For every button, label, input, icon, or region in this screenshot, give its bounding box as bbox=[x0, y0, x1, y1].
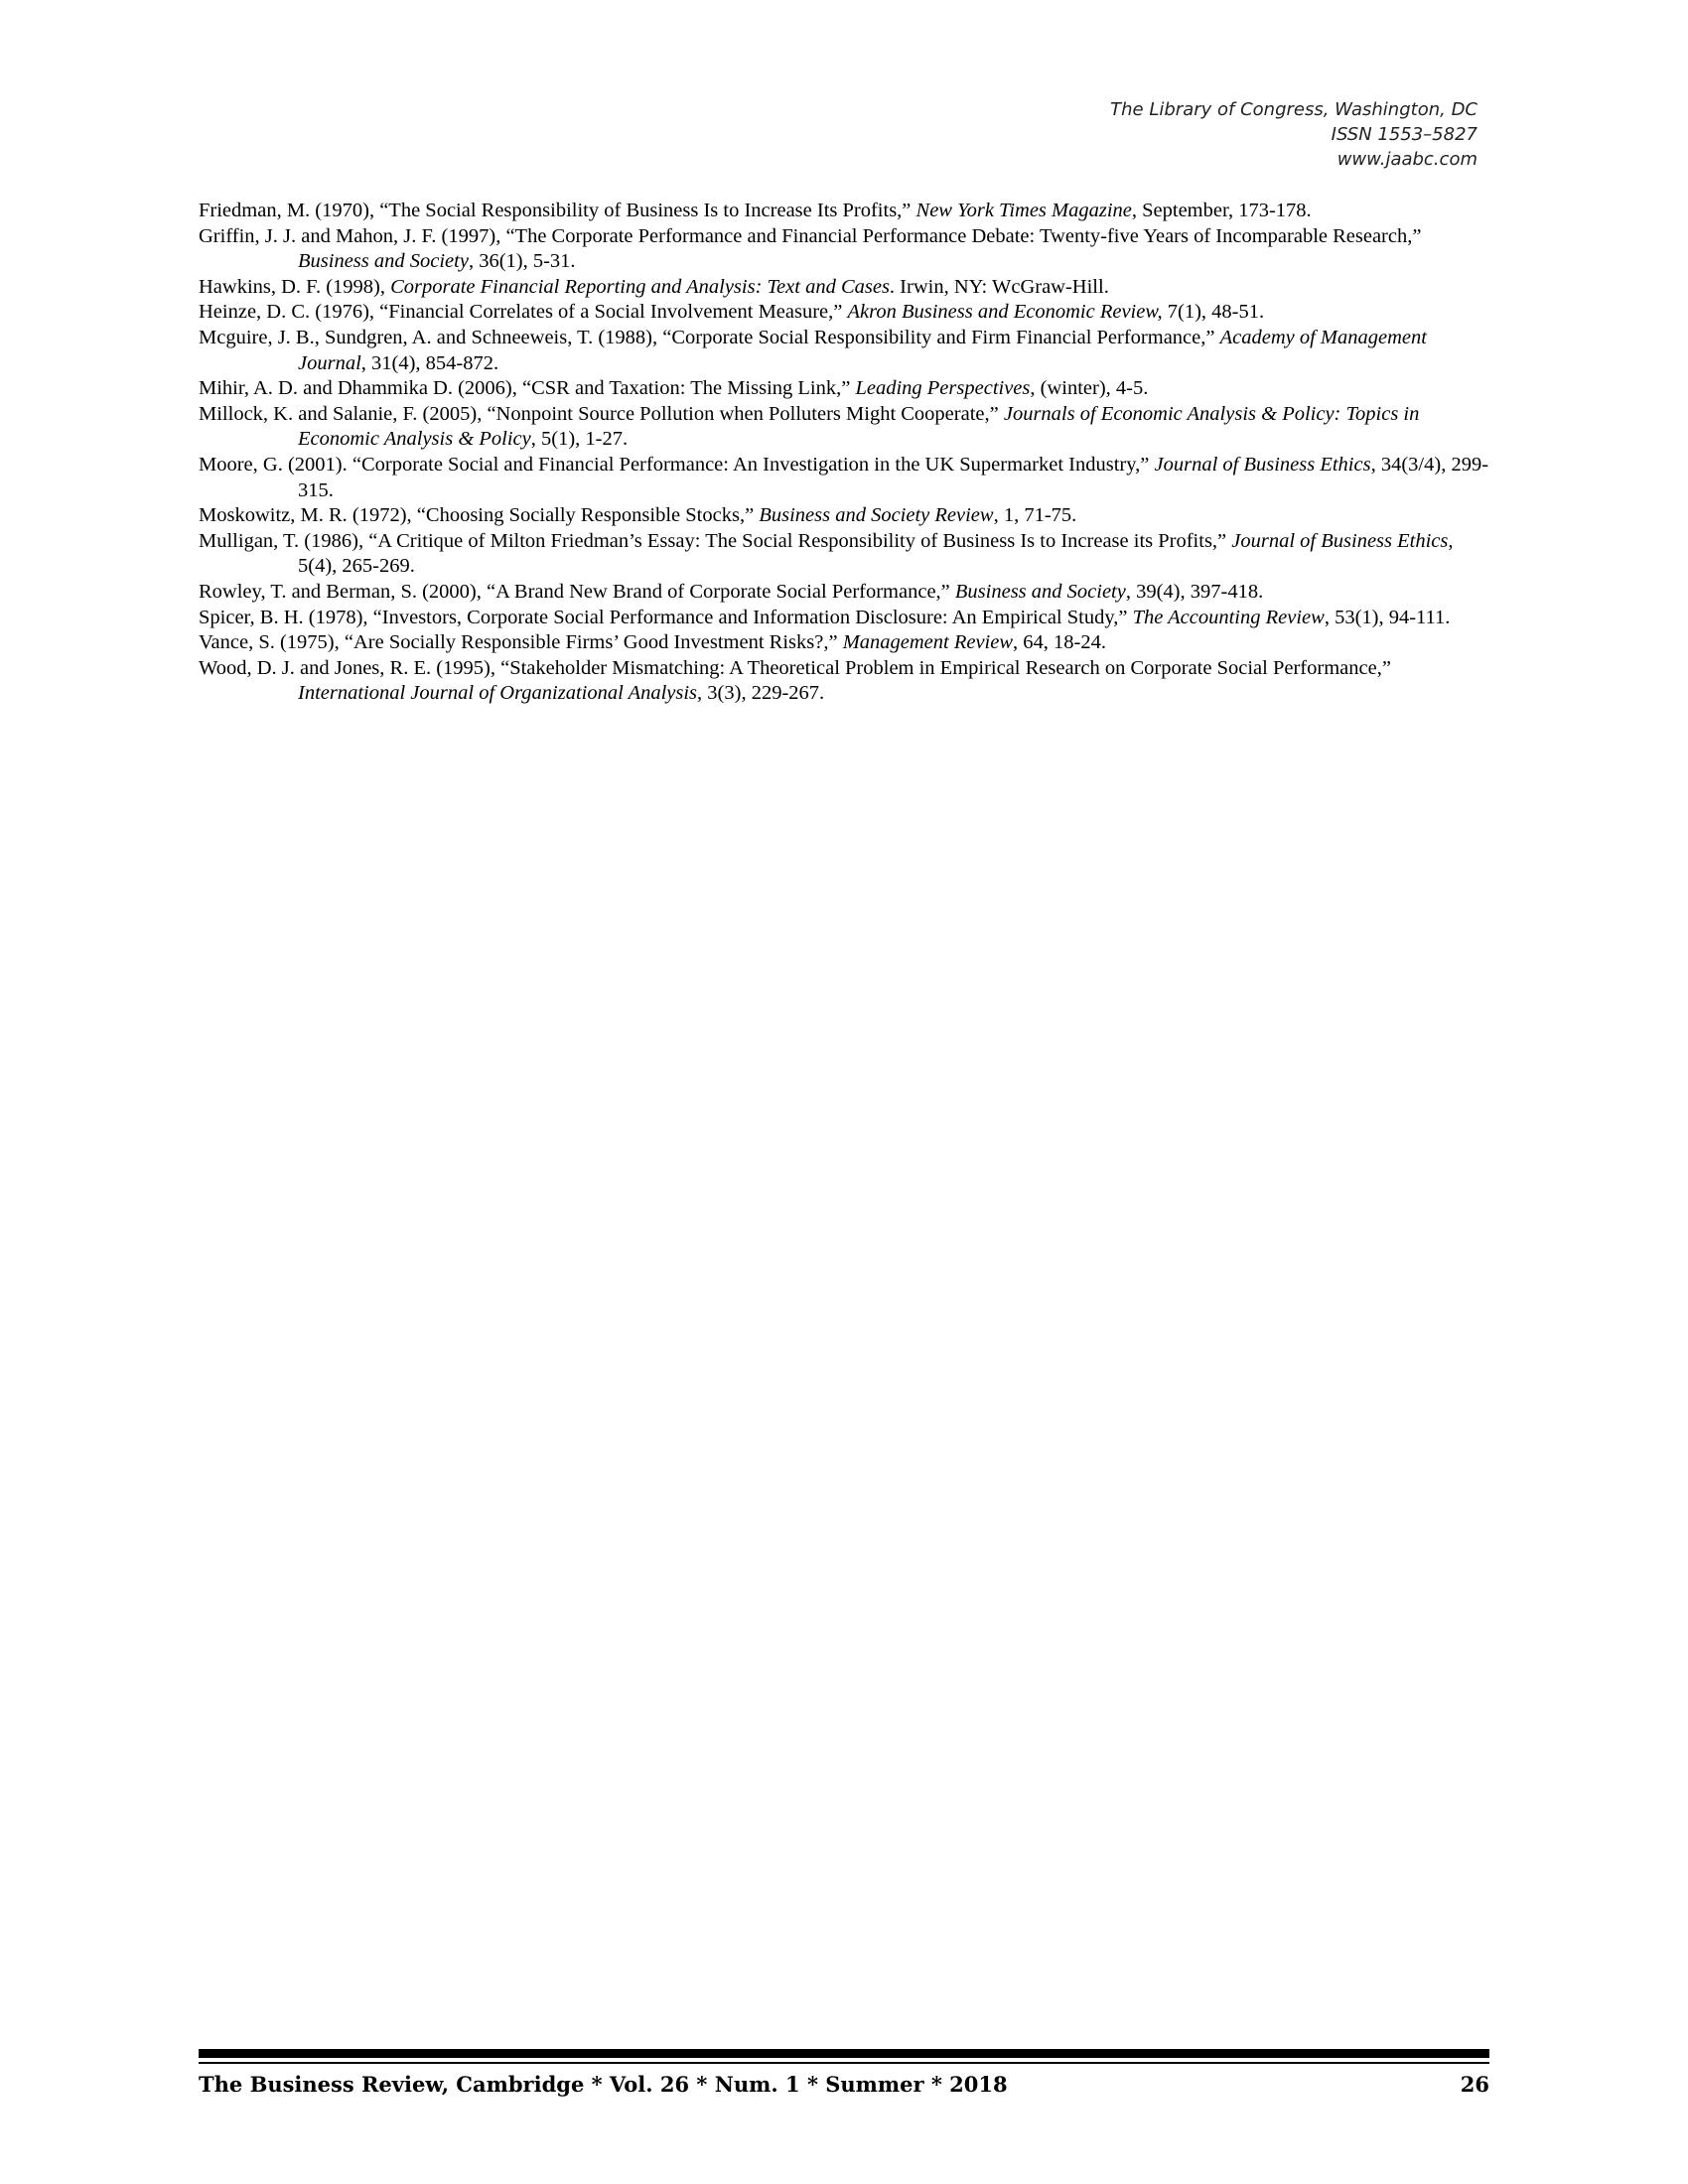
reference-text: Mulligan, T. (1986), “A Critique of Milton Friedman’s Essay: The Social Responsibility of Business Is to Increase its Profits,” bbox=[199, 529, 1232, 552]
reference-source: Business and Society bbox=[298, 250, 469, 273]
reference-text: Wood, D. J. and Jones, R. E. (1995), “Stakeholder Mismatching: A Theoretical Problem in Empirical Research on Corporate Social Performance,” bbox=[199, 656, 1391, 679]
reference-details: , 64, 18-24. bbox=[1013, 631, 1106, 654]
reference-details: , (winter), 4-5. bbox=[1030, 377, 1149, 400]
reference-entry bbox=[199, 376, 1489, 402]
reference-entry bbox=[199, 630, 1489, 656]
reference-text: Heinze, D. C. (1976), “Financial Correlates of a Social Involvement Measure,” bbox=[199, 301, 848, 324]
reference-details: , 36(1), 5-31. bbox=[468, 250, 576, 273]
reference-list bbox=[199, 199, 1489, 707]
header-issn-line: ISSN 1553–5827 bbox=[1331, 124, 1477, 145]
reference-details: , 5(1), 1-27. bbox=[530, 428, 629, 451]
reference-source: Management Review bbox=[842, 631, 1014, 654]
reference-source: Akron Business and Economic Review, bbox=[847, 301, 1163, 324]
reference-text: Millock, K. and Salanie, F. (2005), “Nonpoint Source Pollution when Polluters Might Cooperate,” bbox=[199, 402, 1004, 425]
reference-source: Leading Perspectives bbox=[855, 377, 1031, 400]
reference-text: Mihir, A. D. and Dhammika D. (2006), “CSR and Taxation: The Missing Link,” bbox=[199, 377, 856, 400]
running-header bbox=[1110, 97, 1477, 172]
reference-text: Moskowitz, M. R. (1972), “Choosing Socially Responsible Stocks,” bbox=[199, 504, 760, 527]
reference-entry bbox=[199, 275, 1489, 301]
reference-source: New York Times Magazine bbox=[915, 200, 1132, 221]
reference-text: Griffin, J. J. and Mahon, J. F. (1997), “The Corporate Performance and Financial Performance Debate: Twenty-five Years of Incomparable Research,” bbox=[199, 224, 1422, 247]
reference-details: , September, 173-178. bbox=[1131, 200, 1312, 221]
reference-source: Journals of Economic Analysis & Policy: Topics in Economic Analysis & Policy bbox=[298, 402, 1420, 451]
reference-source: Journal of Business Ethics bbox=[1154, 453, 1371, 476]
reference-source: Academy of Management Journal bbox=[298, 326, 1427, 374]
reference-entry bbox=[199, 224, 1489, 275]
reference-details: , 34(3/4), 299-315. bbox=[298, 453, 1489, 501]
reference-source: Journal of Business Ethics bbox=[1231, 529, 1449, 552]
reference-entry bbox=[199, 453, 1489, 503]
reference-entry bbox=[199, 606, 1489, 631]
reference-details: , 3(3), 229-267. bbox=[697, 682, 825, 705]
reference-entry bbox=[199, 580, 1489, 606]
reference-details: , 53(1), 94-111. bbox=[1324, 606, 1451, 628]
reference-entry bbox=[199, 300, 1489, 326]
header-website-line: www.jaabc.com bbox=[1336, 149, 1477, 170]
reference-text: Rowley, T. and Berman, S. (2000), “A Brand New Brand of Corporate Social Performance,” bbox=[199, 580, 955, 603]
reference-source: The Accounting Review bbox=[1132, 606, 1325, 628]
reference-text: Friedman, M. (1970), “The Social Responsibility of Business Is to Increase Its Profits,” bbox=[199, 200, 916, 221]
header-library-line: The Library of Congress, Washington, DC bbox=[1110, 99, 1477, 120]
reference-details: , 5(4), 265-269. bbox=[298, 529, 1454, 578]
reference-details: , 39(4), 397-418. bbox=[1125, 580, 1264, 603]
reference-text: Mcguire, J. B., Sundgren, A. and Schneeweis, T. (1988), “Corporate Social Responsibility and Firm Financial Performance,” bbox=[199, 326, 1220, 348]
reference-details: 7(1), 48-51. bbox=[1162, 301, 1265, 324]
reference-text: Hawkins, D. F. (1998), bbox=[199, 275, 391, 298]
running-footer bbox=[199, 2069, 1489, 2101]
footer-rule-thick bbox=[199, 2049, 1489, 2058]
reference-source: International Journal of Organizational Analysis bbox=[298, 682, 698, 705]
reference-entry bbox=[199, 503, 1489, 529]
reference-entry bbox=[199, 529, 1489, 580]
page-number: 26 bbox=[1460, 2072, 1489, 2097]
reference-text: Spicer, B. H. (1978), “Investors, Corporate Social Performance and Information Disclosure: An Empirical Study,” bbox=[199, 606, 1133, 628]
footer-journal-citation: The Business Review, Cambridge * Vol. 26 * Num. 1 * Summer * 2018 bbox=[199, 2072, 1008, 2097]
reference-details: , 31(4), 854-872. bbox=[360, 351, 499, 374]
reference-text: Moore, G. (2001). “Corporate Social and Financial Performance: An Investigation in the UK Supermarket Industry,” bbox=[199, 453, 1155, 476]
reference-source: Business and Society bbox=[954, 580, 1126, 603]
reference-entry bbox=[199, 656, 1489, 707]
reference-source: Corporate Financial Reporting and Analysis: Text and Cases bbox=[390, 275, 890, 298]
reference-details: , 1, 71-75. bbox=[993, 504, 1077, 527]
reference-entry bbox=[199, 402, 1489, 453]
footer-rule-thin bbox=[199, 2062, 1489, 2064]
reference-entry bbox=[199, 199, 1489, 224]
reference-source: Business and Society Review bbox=[759, 504, 994, 527]
reference-details: . Irwin, NY: WcGraw-Hill. bbox=[889, 275, 1109, 298]
reference-entry bbox=[199, 326, 1489, 376]
reference-text: Vance, S. (1975), “Are Socially Responsible Firms’ Good Investment Risks?,” bbox=[199, 631, 843, 654]
